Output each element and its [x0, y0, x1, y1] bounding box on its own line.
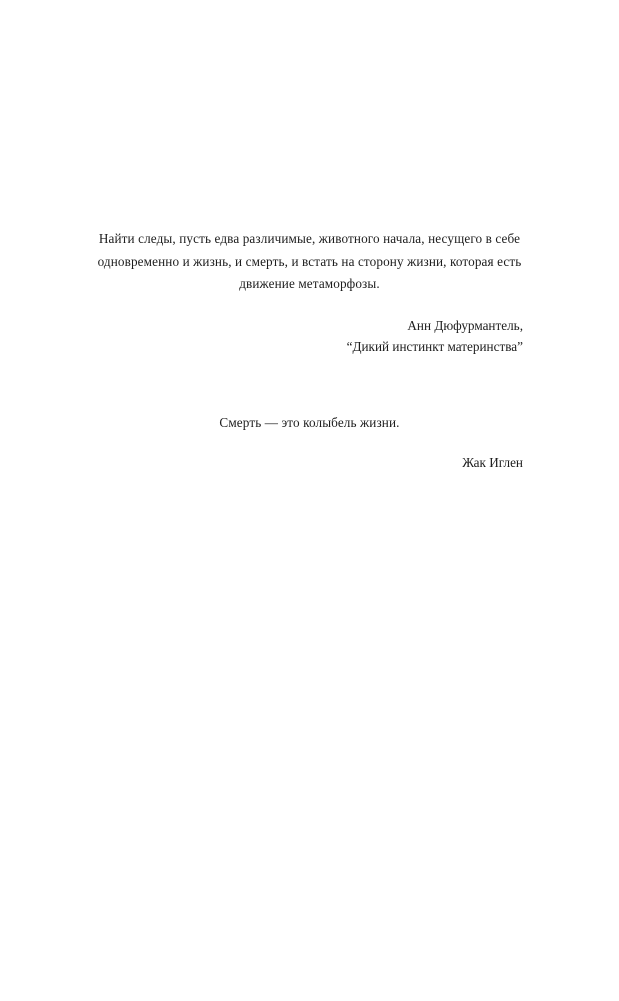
epigraph-first-source: “Дикий инстинкт материнства” — [346, 338, 523, 354]
epigraph-second-quote: Смерть — это колыбель жизни. — [219, 415, 400, 430]
epigraph-second — [96, 412, 523, 473]
epigraph-second-author: Жак Иглен — [462, 454, 523, 470]
epigraph-first-attribution — [96, 316, 523, 357]
epigraph-first-author: Анн Дюфурмантель, — [407, 318, 523, 334]
epigraph-first-quote: Найти следы, пусть едва различимые, животного начала, несущего в себе одновременно и жизнь, и смерть, и встать на сторону жизни, которая есть движение метаморфозы. — [97, 231, 522, 292]
epigraph-first — [96, 228, 523, 357]
epigraph-second-attribution — [96, 453, 523, 473]
